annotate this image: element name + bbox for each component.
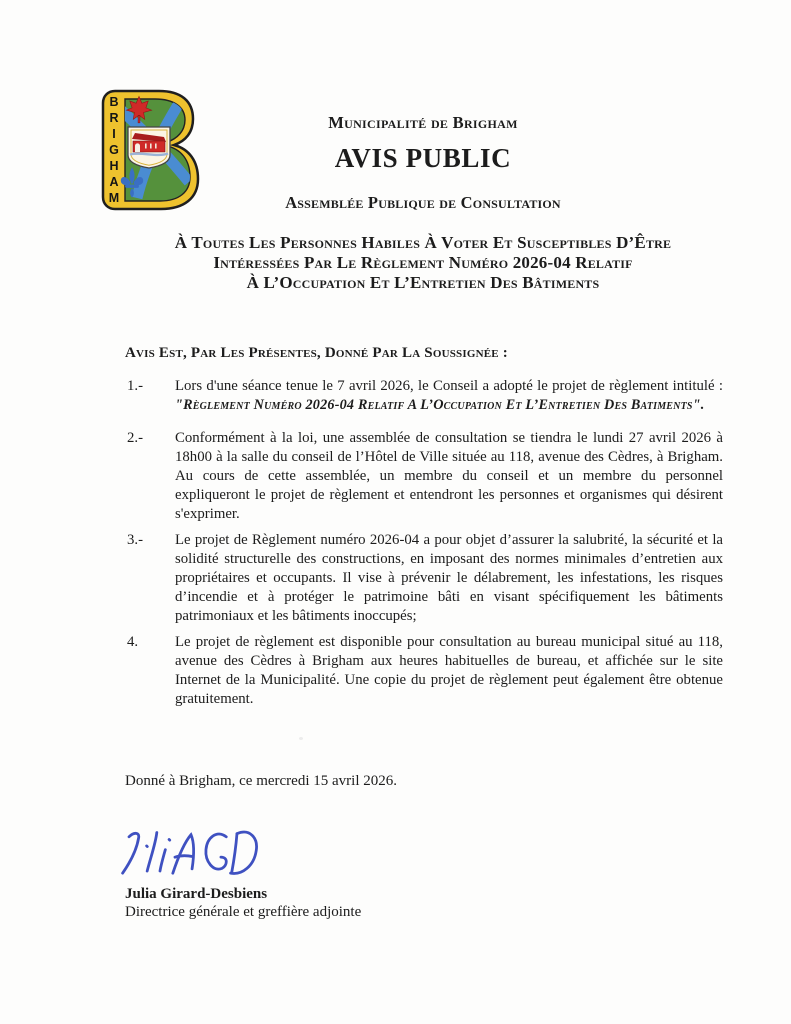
item-text: Conformément à la loi, une assemblée de consultation se tiendra le lundi 27 avril 2026 à 18h00 à la salle du conseil de l’Hôtel de Ville située au 118, avenue des Cèdres, à Brigham. Au cours de cette assemblée, un membre du conseil et un membre du personnel expliqueront le projet de règlement et entendront les personnes et organismes qui désirent s'exprimer. [175, 430, 723, 522]
notice-heading-line2: Intéressées Par Le Règlement Numéro 2026-04 Relatif [213, 253, 633, 272]
logo-letter: M [108, 191, 120, 205]
notice-item-list [127, 377, 723, 716]
notice-heading [113, 233, 733, 293]
item-number: 3.- [127, 532, 144, 548]
notice-intro: Avis Est, Par Les Présentes, Donné Par La Soussignée : [125, 345, 508, 361]
notice-heading-line1: À Toutes Les Personnes Habiles À Voter Et Susceptibles D’Être [174, 233, 672, 252]
signature-icon [116, 824, 266, 886]
logo-letter: G [109, 143, 119, 157]
notice-subtitle: Assemblée Publique de Consultation [285, 193, 561, 212]
list-item [127, 531, 723, 626]
list-item [127, 429, 723, 524]
list-item [127, 377, 723, 415]
item-number: 1.- [127, 378, 144, 394]
handwritten-signature [116, 824, 266, 891]
logo-letter: I [112, 127, 116, 141]
notice-heading-line3: À L’Occupation Et L’Entretien Des Bâtiments [246, 273, 600, 292]
scan-artifact-dot [299, 737, 303, 740]
item-number: 2.- [127, 430, 144, 446]
logo-letter: H [109, 159, 119, 173]
logo-letter: A [109, 175, 119, 189]
item-number: 4. [127, 634, 139, 650]
item-text: Le projet de Règlement numéro 2026-04 a pour objet d’assurer la salubrité, la sécurité et la solidité structurelle des constructions, en imposant des normes minimales d’entretien aux propriétaires et occupants. Il vise à prévenir le délabrement, les infestations, les risques d’incendie et à protéger le patrimoine bâti en visant spécifiquement les bâtiments patrimoniaux et les bâtiments inoccupés; [175, 532, 723, 624]
signature-block [125, 885, 361, 921]
logo-letter: B [109, 95, 119, 109]
dateline: Donné à Brigham, ce mercredi 15 avril 2026. [125, 773, 397, 789]
signer-title: Directrice générale et greffière adjointe [125, 904, 362, 920]
item-1-body: Lors d'une séance tenue le 7 avril 2026, le Conseil a adopté le projet de règlement intitulé : [175, 378, 723, 394]
item-1-regulation-title: "Règlement Numéro 2026-04 Relatif A L’Occupation Et L’Entretien Des Batiments". [175, 397, 705, 413]
signer-name: Julia Girard-Desbiens [125, 886, 268, 902]
notice-title: AVIS PUBLIC [334, 143, 512, 173]
list-item [127, 633, 723, 709]
item-text: Le projet de règlement est disponible pour consultation au bureau municipal situé au 118, avenue des Cèdres à Brigham aux heures habituelles de bureau, et affichée sur le site Internet de la Municipalité. Une copie du projet de règlement peut également être obtenue gratuitement. [175, 634, 723, 707]
logo-letter: R [109, 111, 119, 125]
municipality-name: Municipalité de Brigham [328, 113, 518, 132]
item-text [175, 377, 723, 415]
